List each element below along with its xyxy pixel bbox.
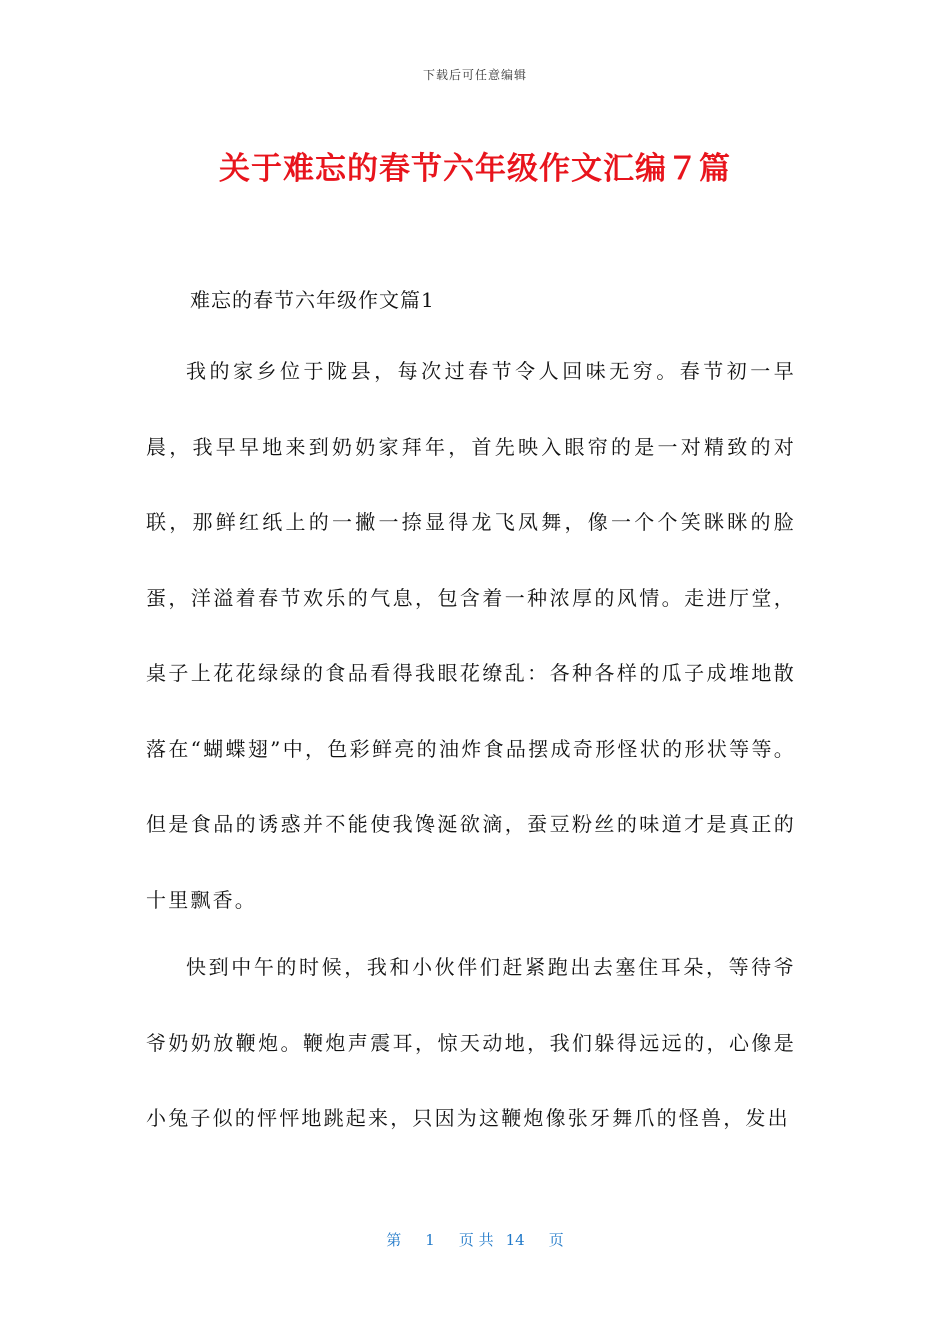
footer-total-pages: 14 — [505, 1231, 525, 1249]
footer-page-prefix: 第 — [386, 1231, 402, 1249]
document-title: 关于难忘的春节六年级作文汇编７篇 — [219, 151, 731, 187]
section-heading: 难忘的春节六年级作文篇1 — [190, 288, 435, 312]
page-footer — [0, 1229, 950, 1250]
footer-page-number: 1 — [425, 1231, 435, 1249]
body-paragraph: 快到中午的时候，我和小伙伴们赶紧跑出去塞住耳朵，等待爷爷奶奶放鞭炮。鞭炮声震耳，惊天动地，我们躲得远远的，心像是小兔子似的怦怦地跳起来，只因为这鞭炮像张牙舞爪的怪兽，发出 — [146, 955, 796, 1130]
footer-page-mid: 页 共 — [458, 1231, 494, 1249]
body-paragraph: 我的家乡位于陇县，每次过春节令人回味无穷。春节初一早晨，我早早地来到奶奶家拜年，首先映入眼帘的是一对精致的对联，那鲜红纸上的一撇一捺显得龙飞凤舞，像一个个笑眯眯的脸蛋，洋溢着春节欢乐的气息，包含着一种浓厚的风情。走进厅堂，桌子上花花绿绿的食品看得我眼花缭乱：各种各样的瓜子成堆地散落在“蝴蝶翅”中，色彩鲜亮的油炸食品摆成奇形怪状的形状等等。但是食品的诱惑并不能使我馋涎欲滴，蚕豆粉丝的味道才是真正的十里飘香。 — [146, 359, 796, 912]
footer-page-suffix: 页 — [548, 1231, 564, 1249]
header-note: 下载后可任意编辑 — [422, 68, 527, 82]
